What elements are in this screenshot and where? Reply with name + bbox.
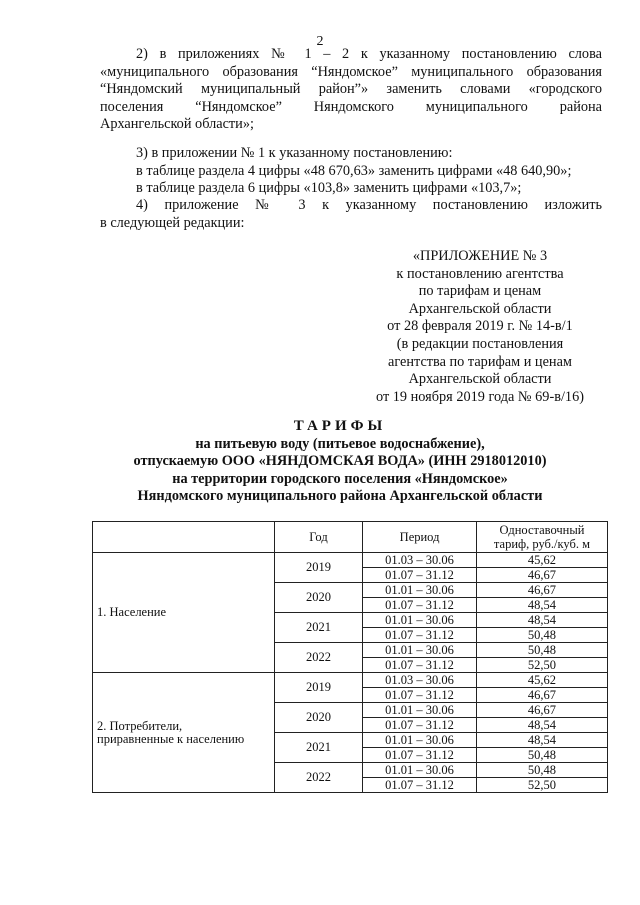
text-line: в таблице раздела 4 цифры «48 670,63» заменить цифрами «48 640,90»; (136, 162, 572, 179)
text-line: «муниципального образования “Няндомское” муниципального образования (100, 63, 602, 80)
year-cell: 2021 (274, 613, 362, 643)
table-header-row (93, 522, 608, 553)
period-cell: 01.01 – 30.06 (363, 643, 477, 658)
text-line: в таблице раздела 6 цифры «103,8» заменить цифрами «103,7»; (136, 180, 522, 196)
period-cell: 01.03 – 30.06 (363, 553, 477, 568)
header-tariff-line: тариф, руб./куб. м (493, 537, 591, 551)
appendix-line: Архангельской области (408, 300, 552, 317)
category-cell (93, 553, 275, 673)
text-line: Архангельской области»; (100, 116, 254, 132)
year-cell: 2021 (274, 733, 362, 763)
paragraph-item-4 (100, 197, 602, 232)
tariff-cell: 52,50 (476, 778, 607, 793)
appendix-line: агентства по тарифам и ценам (388, 353, 572, 370)
text-line: 2) в приложениях № 1 – 2 к указанному постановлению слова (136, 46, 602, 62)
period-cell: 01.01 – 30.06 (363, 733, 477, 748)
title-main: ТАРИФЫ (293, 418, 387, 434)
year-cell: 2019 (274, 673, 362, 703)
period-cell: 01.07 – 31.12 (363, 568, 477, 583)
period-cell: 01.07 – 31.12 (363, 628, 477, 643)
tariff-cell: 48,54 (476, 718, 607, 733)
tariff-cell: 50,48 (476, 748, 607, 763)
header-tariff-line: Одноставочный (499, 523, 585, 537)
title-line: на питьевую воду (питьевое водоснабжение), (195, 435, 485, 452)
tariff-cell: 48,54 (476, 598, 607, 613)
period-cell: 01.01 – 30.06 (363, 703, 477, 718)
period-cell: 01.01 – 30.06 (363, 583, 477, 598)
tariff-cell: 45,62 (476, 553, 607, 568)
document-title (60, 418, 620, 506)
period-cell: 01.03 – 30.06 (363, 673, 477, 688)
period-cell: 01.07 – 31.12 (363, 598, 477, 613)
period-cell: 01.01 – 30.06 (363, 763, 477, 778)
title-line: отпускаемую ООО «НЯНДОМСКАЯ ВОДА» (ИНН 2918012010) (133, 453, 547, 470)
tariff-table (92, 521, 608, 793)
title-line: Няндомского муниципального района Архангельской области (137, 488, 543, 505)
header-category (93, 522, 275, 553)
appendix-line: «ПРИЛОЖЕНИЕ № 3 (412, 248, 548, 264)
tariff-cell: 50,48 (476, 763, 607, 778)
tariff-cell: 46,67 (476, 688, 607, 703)
tariff-cell: 46,67 (476, 583, 607, 598)
period-cell: 01.01 – 30.06 (363, 613, 477, 628)
appendix-line: от 28 февраля 2019 г. № 14-в/1 (387, 318, 573, 335)
period-cell: 01.07 – 31.12 (363, 658, 477, 673)
appendix-heading (360, 248, 600, 406)
period-cell: 01.07 – 31.12 (363, 688, 477, 703)
text-line: “Няндомский муниципальный район”» заменить словами «городского (100, 81, 602, 97)
header-tariff (476, 522, 607, 553)
tariff-cell: 46,67 (476, 568, 607, 583)
appendix-line: к постановлению агентства (396, 265, 564, 282)
paragraph-item-3 (100, 145, 602, 198)
title-line: на территории городского поселения «Няндомское» (172, 470, 508, 487)
appendix-line: (в редакции постановления (396, 335, 564, 352)
year-cell: 2022 (274, 763, 362, 793)
paragraph-item-2 (100, 46, 602, 134)
text-line: 3) в приложении № 1 к указанному постановлению: (136, 145, 453, 161)
category-line: 1. Население (97, 605, 167, 619)
category-line: 2. Потребители, (97, 718, 183, 733)
category-cell (93, 673, 275, 793)
tariff-cell: 46,67 (476, 703, 607, 718)
text-line: в следующей редакции: (100, 214, 245, 231)
tariff-cell: 50,48 (476, 628, 607, 643)
tariff-cell: 50,48 (476, 643, 607, 658)
period-cell: 01.07 – 31.12 (363, 748, 477, 763)
period-cell: 01.07 – 31.12 (363, 718, 477, 733)
header-period: Период (363, 522, 477, 553)
category-line: приравненные к населению (97, 731, 245, 746)
text-line: 4) приложение № 3 к указанному постановлению изложить (136, 197, 602, 213)
page-number: 2 (316, 34, 324, 49)
appendix-line: от 19 ноября 2019 года № 69-в/16) (376, 388, 584, 405)
tariff-cell: 52,50 (476, 658, 607, 673)
year-cell: 2019 (274, 553, 362, 583)
table-row (93, 553, 608, 568)
table-row (93, 673, 608, 688)
header-year: Год (274, 522, 362, 553)
appendix-line: по тарифам и ценам (418, 283, 542, 300)
tariff-cell: 48,54 (476, 613, 607, 628)
text-line: поселения “Няндомское” Няндомского муниципального района (100, 98, 602, 115)
year-cell: 2020 (274, 703, 362, 733)
period-cell: 01.07 – 31.12 (363, 778, 477, 793)
year-cell: 2020 (274, 583, 362, 613)
tariff-cell: 48,54 (476, 733, 607, 748)
appendix-line: Архангельской области (408, 371, 552, 388)
year-cell: 2022 (274, 643, 362, 673)
tariff-cell: 45,62 (476, 673, 607, 688)
